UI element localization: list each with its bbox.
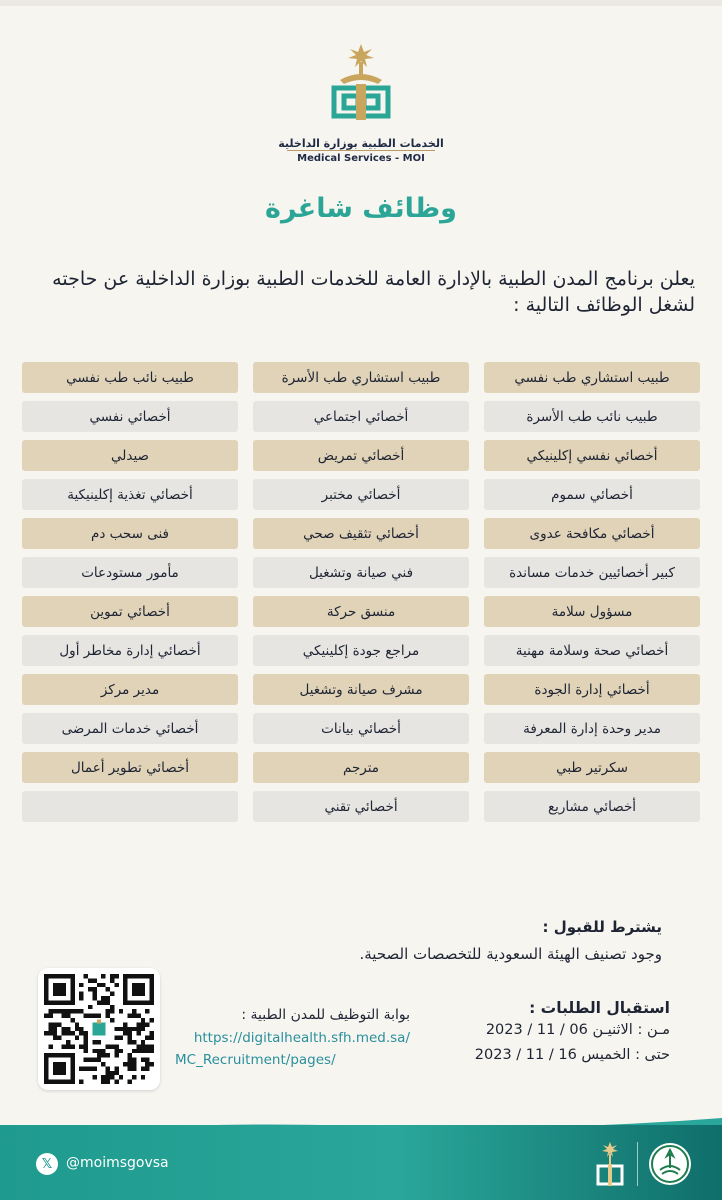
job-item: أخصائي تموين [22, 596, 238, 627]
job-item: طبيب استشاري طب نفسي [484, 362, 700, 393]
job-item: مأمور مستودعات [22, 557, 238, 588]
job-item: مشرف صيانة وتشغيل [253, 674, 469, 705]
requirements-text: وجود تصنيف الهيئة السعودية للتخصصات الصحية. [359, 945, 662, 963]
job-item: فني صيانة وتشغيل [253, 557, 469, 588]
social-handle[interactable]: @moimsgovsa [66, 1155, 169, 1171]
job-item: مدير مركز [22, 674, 238, 705]
job-item: أخصائي اجتماعي [253, 401, 469, 432]
job-item: أخصائي تقني [253, 791, 469, 822]
job-item: أخصائي خدمات المرضى [22, 713, 238, 744]
job-item: أخصائي سموم [484, 479, 700, 510]
announcement-text: يعلن برنامج المدن الطبية بالإدارة العامة للخدمات الطبية بوزارة الداخلية عن حاجته لشغل الوظائف التالية : [52, 268, 695, 316]
job-item: فنى سحب دم [22, 518, 238, 549]
job-item: صيدلي [22, 440, 238, 471]
applications-end-date: حتى : الخميس 16 / 11 / 2023 [474, 1047, 670, 1063]
job-item: أخصائي إدارة الجودة [484, 674, 700, 705]
job-item: أخصائي صحة وسلامة مهنية [484, 635, 700, 666]
medical-services-logo [300, 40, 422, 122]
job-item: أخصائي مكافحة عدوى [484, 518, 700, 549]
job-item: مدير وحدة إدارة المعرفة [484, 713, 700, 744]
x-icon[interactable]: 𝕏 [36, 1153, 58, 1175]
job-item: أخصائي مختبر [253, 479, 469, 510]
applications-title: استقبال الطلبات : [529, 999, 670, 1017]
job-item: أخصائي مشاريع [484, 791, 700, 822]
job-item: أخصائي إدارة مخاطر أول [22, 635, 238, 666]
portal-url-line-1[interactable]: https://digitalhealth.sfh.med.sa/ [193, 1030, 410, 1046]
job-item: أخصائي بيانات [253, 713, 469, 744]
job-item: أخصائي تغذية إكلينيكية [22, 479, 238, 510]
job-item: سكرتير طبي [484, 752, 700, 783]
job-item: أخصائي تطوير أعمال [22, 752, 238, 783]
jobs-grid [22, 362, 700, 822]
qr-code-icon [44, 974, 154, 1084]
logo-english-text: Medical Services - MOI [297, 153, 425, 164]
job-item: أخصائي تثقيف صحي [253, 518, 469, 549]
applications-start-date: مـن : الاثنيـن 06 / 11 / 2023 [485, 1022, 670, 1038]
job-item: كبير أخصائيين خدمات مساندة [484, 557, 700, 588]
job-item: مسؤول سلامة [484, 596, 700, 627]
portal-url-line-2[interactable]: MC_Recruitment/pages/ [175, 1052, 336, 1068]
ministry-emblem-icon [646, 1140, 694, 1188]
page-title: وظائف شاغرة [265, 193, 457, 224]
job-item [22, 791, 238, 822]
qr-code-card[interactable] [38, 968, 160, 1090]
job-item: مترجم [253, 752, 469, 783]
job-item: مراجع جودة إكلينيكي [253, 635, 469, 666]
job-item: أخصائي نفسي إكلينيكي [484, 440, 700, 471]
job-item: طبيب نائب طب نفسي [22, 362, 238, 393]
logo-arabic-text: الخدمات الطبية بوزارة الداخلية [278, 137, 444, 150]
job-item: أخصائي تمريض [253, 440, 469, 471]
job-item: طبيب نائب طب الأسرة [484, 401, 700, 432]
job-item: منسق حركة [253, 596, 469, 627]
medical-services-logo-small [590, 1140, 630, 1188]
job-item: طبيب استشاري طب الأسرة [253, 362, 469, 393]
top-border [0, 0, 722, 6]
logo-divider [287, 150, 435, 151]
job-item: أخصائي نفسي [22, 401, 238, 432]
portal-title: بوابة التوظيف للمدن الطبية : [241, 1007, 410, 1023]
requirements-title: يشترط للقبول : [542, 918, 662, 936]
footer-logo-divider [637, 1142, 638, 1186]
